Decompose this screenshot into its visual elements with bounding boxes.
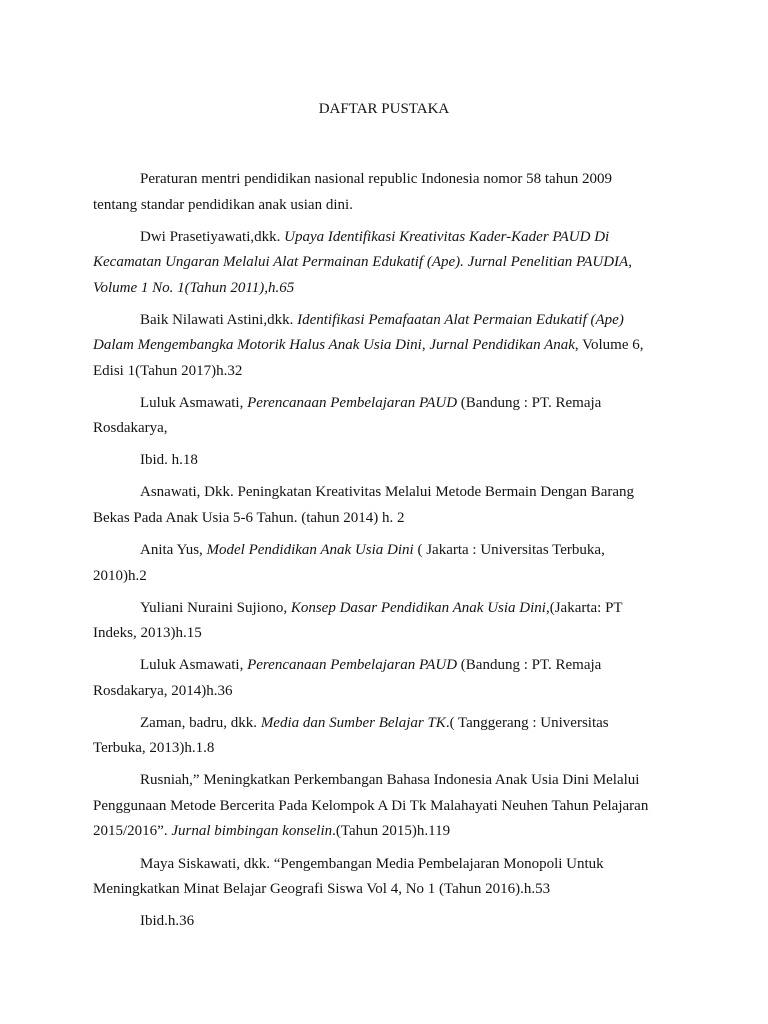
reference-entry (93, 852, 693, 903)
reference-text: Peraturan mentri pendidikan nasional republic Indonesia nomor 58 tahun 2009 (140, 171, 612, 187)
reference-line (93, 819, 693, 845)
reference-text: (Bandung : PT. Remaja (457, 657, 602, 674)
reference-line (93, 359, 693, 385)
reference-line (93, 250, 693, 276)
reference-line (93, 416, 693, 442)
reference-entry (93, 391, 693, 442)
reference-entry (93, 225, 693, 302)
reference-text: Ibid. h.18 (140, 452, 198, 469)
reference-text: Ibid.h.36 (140, 913, 195, 930)
reference-text: Edisi 1(Tahun 2017)h.32 (93, 362, 243, 379)
reference-line (93, 225, 693, 251)
reference-text: Luluk Asmawati, (140, 657, 248, 674)
reference-entry (93, 538, 693, 589)
reference-text: Terbuka, 2013)h.1.8 (93, 740, 215, 757)
reference-italic-title: Upaya Identifikasi Kreativitas Kader-Kader PAUD Di (284, 228, 610, 245)
reference-entry (93, 909, 693, 935)
reference-entry (93, 448, 693, 474)
reference-entry (93, 308, 693, 385)
reference-italic-title: Jurnal Pendidikan Anak (429, 337, 575, 354)
reference-text: Asnawati, Dkk. Peningkatan Kreativitas Melalui Metode Bermain Dengan Barang (140, 484, 635, 501)
reference-entry (93, 167, 693, 218)
reference-text: Baik Nilawati Astini,dkk. (140, 311, 298, 328)
reference-line (93, 564, 693, 590)
reference-text: .(Tahun 2015)h.119 (332, 823, 451, 840)
reference-italic-title: Identifikasi Pemafaatan Alat Permaian Edukatif (Ape) (297, 311, 624, 328)
reference-line (93, 193, 693, 219)
reference-line (93, 391, 693, 417)
reference-text: 2015/2016”. (93, 823, 172, 840)
reference-line (93, 167, 693, 193)
reference-line (93, 679, 693, 705)
reference-line (93, 877, 693, 903)
reference-entry (93, 596, 693, 647)
reference-text: Meningkatkan Minat Belajar Geografi Siswa Vol 4, No 1 (Tahun 2016).h.53 (93, 881, 551, 898)
reference-italic-title: Perencanaan Pembelajaran PAUD (247, 657, 458, 674)
reference-line (93, 448, 693, 474)
reference-italic-title: Kecamatan Ungaran Melalui Alat Permainan Edukatif (Ape). Jurnal Penelitian PAUDIA, (93, 254, 632, 271)
reference-line (93, 480, 693, 506)
reference-line (93, 768, 693, 794)
reference-text: ( Jakarta : Universitas Terbuka, (413, 542, 605, 559)
reference-line (93, 506, 693, 532)
reference-text: (Bandung : PT. Remaja (457, 394, 602, 411)
reference-line (93, 909, 693, 935)
reference-italic-title: Volume 1 No. 1(Tahun 2011),h.65 (93, 279, 295, 296)
reference-line (93, 653, 693, 679)
reference-line (93, 621, 693, 647)
page-title: DAFTAR PUSTAKA (318, 101, 450, 117)
reference-entry (93, 653, 693, 704)
reference-text: Maya Siskawati, dkk. “Pengembangan Media Pembelajaran Monopoli Untuk (140, 855, 604, 872)
reference-text: Indeks, 2013)h.15 (93, 625, 202, 642)
reference-list (93, 167, 693, 941)
reference-text: Zaman, badru, dkk. (140, 714, 261, 731)
reference-line (93, 538, 693, 564)
reference-line (93, 596, 693, 622)
reference-line (93, 852, 693, 878)
reference-text: Penggunaan Metode Bercerita Pada Kelompok A Di Tk Malahayati Neuhen Tahun Pelajaran (93, 797, 649, 814)
reference-line (93, 308, 693, 334)
reference-text: Bekas Pada Anak Usia 5-6 Tahun. (tahun 2014) h. 2 (93, 509, 405, 526)
reference-text: Yuliani Nuraini Sujiono, (140, 599, 291, 616)
reference-text: .( Tanggerang : Universitas (445, 714, 609, 731)
reference-text: , (421, 337, 430, 354)
reference-text: Rosdakarya, 2014)h.36 (93, 682, 233, 699)
reference-text: , Volume 6, (574, 337, 644, 354)
reference-text: Luluk Asmawati, (140, 394, 248, 411)
reference-text: Anita Yus, (140, 542, 207, 559)
reference-line (93, 711, 693, 737)
reference-entry (93, 711, 693, 762)
reference-line (93, 333, 693, 359)
reference-italic-title: Dalam Mengembangka Motorik Halus Anak Usia Dini (93, 337, 422, 354)
reference-italic-title: Jurnal bimbingan konselin (171, 823, 333, 840)
reference-text: tentang standar pendidikan anak usian dini. (93, 196, 353, 213)
reference-line (93, 794, 693, 820)
reference-text: 2010)h.2 (93, 567, 147, 584)
reference-italic-title: Perencanaan Pembelajaran PAUD (247, 394, 458, 411)
reference-line (93, 736, 693, 762)
reference-italic-title: Konsep Dasar Pendidikan Anak Usia Dini (290, 599, 546, 616)
reference-entry (93, 480, 693, 531)
reference-text: Rusniah,” Meningkatkan Perkembangan Bahasa Indonesia Anak Usia Dini Melalui (140, 772, 640, 789)
reference-text: ,(Jakarta: PT (545, 599, 623, 616)
reference-italic-title: Model Pendidikan Anak Usia Dini (206, 542, 414, 559)
reference-text: Dwi Prasetiyawati,dkk. (140, 228, 285, 245)
reference-italic-title: Media dan Sumber Belajar TK (260, 714, 446, 731)
reference-text: Rosdakarya, (93, 420, 168, 437)
reference-entry (93, 768, 693, 845)
reference-line (93, 276, 693, 302)
